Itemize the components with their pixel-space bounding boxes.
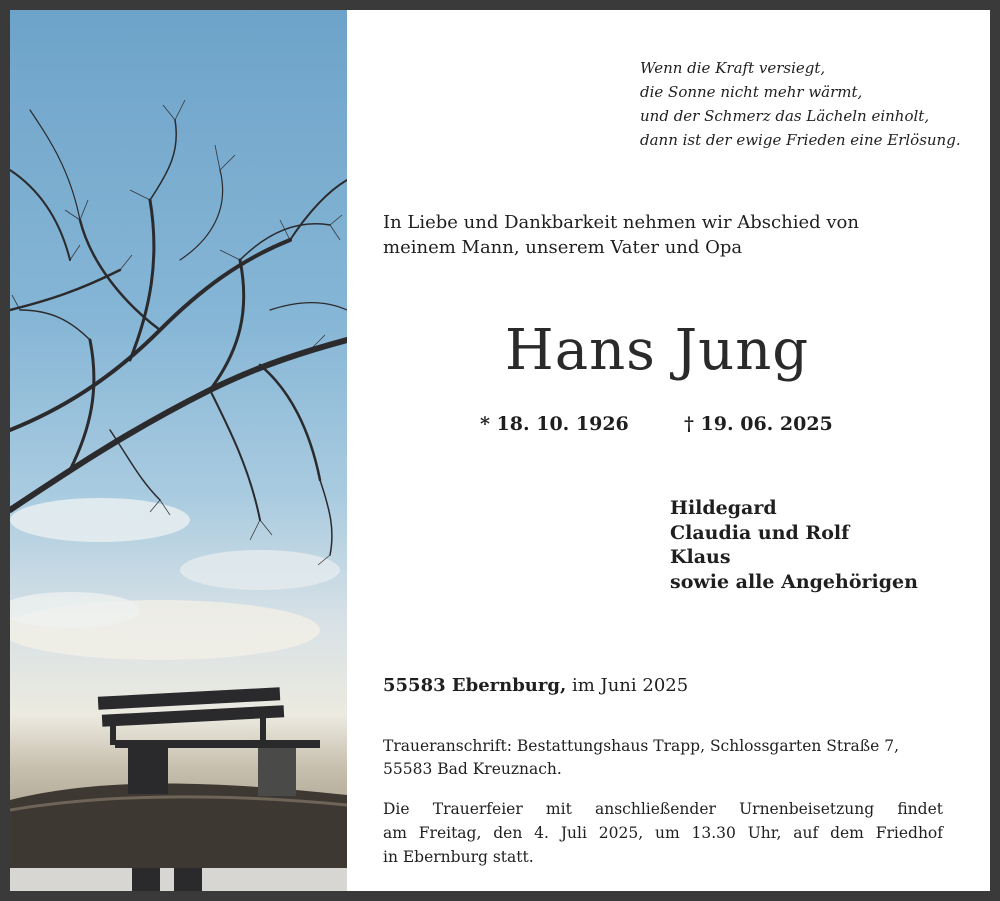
- intro-line: meinem Mann, unserem Vater und Opa: [383, 237, 743, 258]
- place-date: im Juni 2025: [566, 675, 689, 696]
- birth-date: * 18. 10. 1926: [480, 413, 629, 435]
- address-line: 55583 Bad Kreuznach.: [383, 760, 562, 778]
- intro-line: In Liebe und Dankbarkeit nehmen wir Abschied von: [383, 212, 859, 233]
- mourner-name: Klaus: [670, 546, 731, 568]
- ceremony-info: [383, 797, 943, 869]
- poem: [640, 56, 961, 152]
- place-and-date: [383, 673, 688, 699]
- obituary-notice: [10, 10, 990, 891]
- ceremony-line: am Freitag, den 4. Juli 2025, um 13.30 Uhr, auf dem Friedhof: [383, 824, 943, 842]
- poem-line: dann ist der ewige Frieden eine Erlösung.: [640, 131, 961, 149]
- mourning-address: [383, 735, 943, 781]
- mourner-name: sowie alle Angehörigen: [670, 570, 918, 593]
- poem-line: die Sonne nicht mehr wärmt,: [640, 83, 863, 101]
- farewell-intro: [383, 210, 859, 260]
- ceremony-line: Die Trauerfeier mit anschließender Urnenbeisetzung findet: [383, 800, 943, 818]
- poem-line: Wenn die Kraft versiegt,: [640, 59, 826, 77]
- mourner-name: Claudia und Rolf: [670, 521, 850, 544]
- bench-tree-illustration: [10, 10, 347, 891]
- ceremony-line: in Ebernburg statt.: [383, 848, 534, 866]
- mourner-name: Hildegard: [670, 497, 777, 519]
- deceased-name: Hans Jung: [504, 318, 810, 383]
- poem-line: und der Schmerz das Lächeln einholt,: [640, 107, 930, 125]
- place-town: 55583 Ebernburg,: [383, 675, 567, 696]
- death-date: † 19. 06. 2025: [684, 413, 833, 435]
- mourners-list: [670, 496, 918, 594]
- address-line: Traueranschrift: Bestattungshaus Trapp, Schlossgarten Straße 7,: [383, 737, 900, 755]
- bench-under-tree-image: [10, 10, 347, 891]
